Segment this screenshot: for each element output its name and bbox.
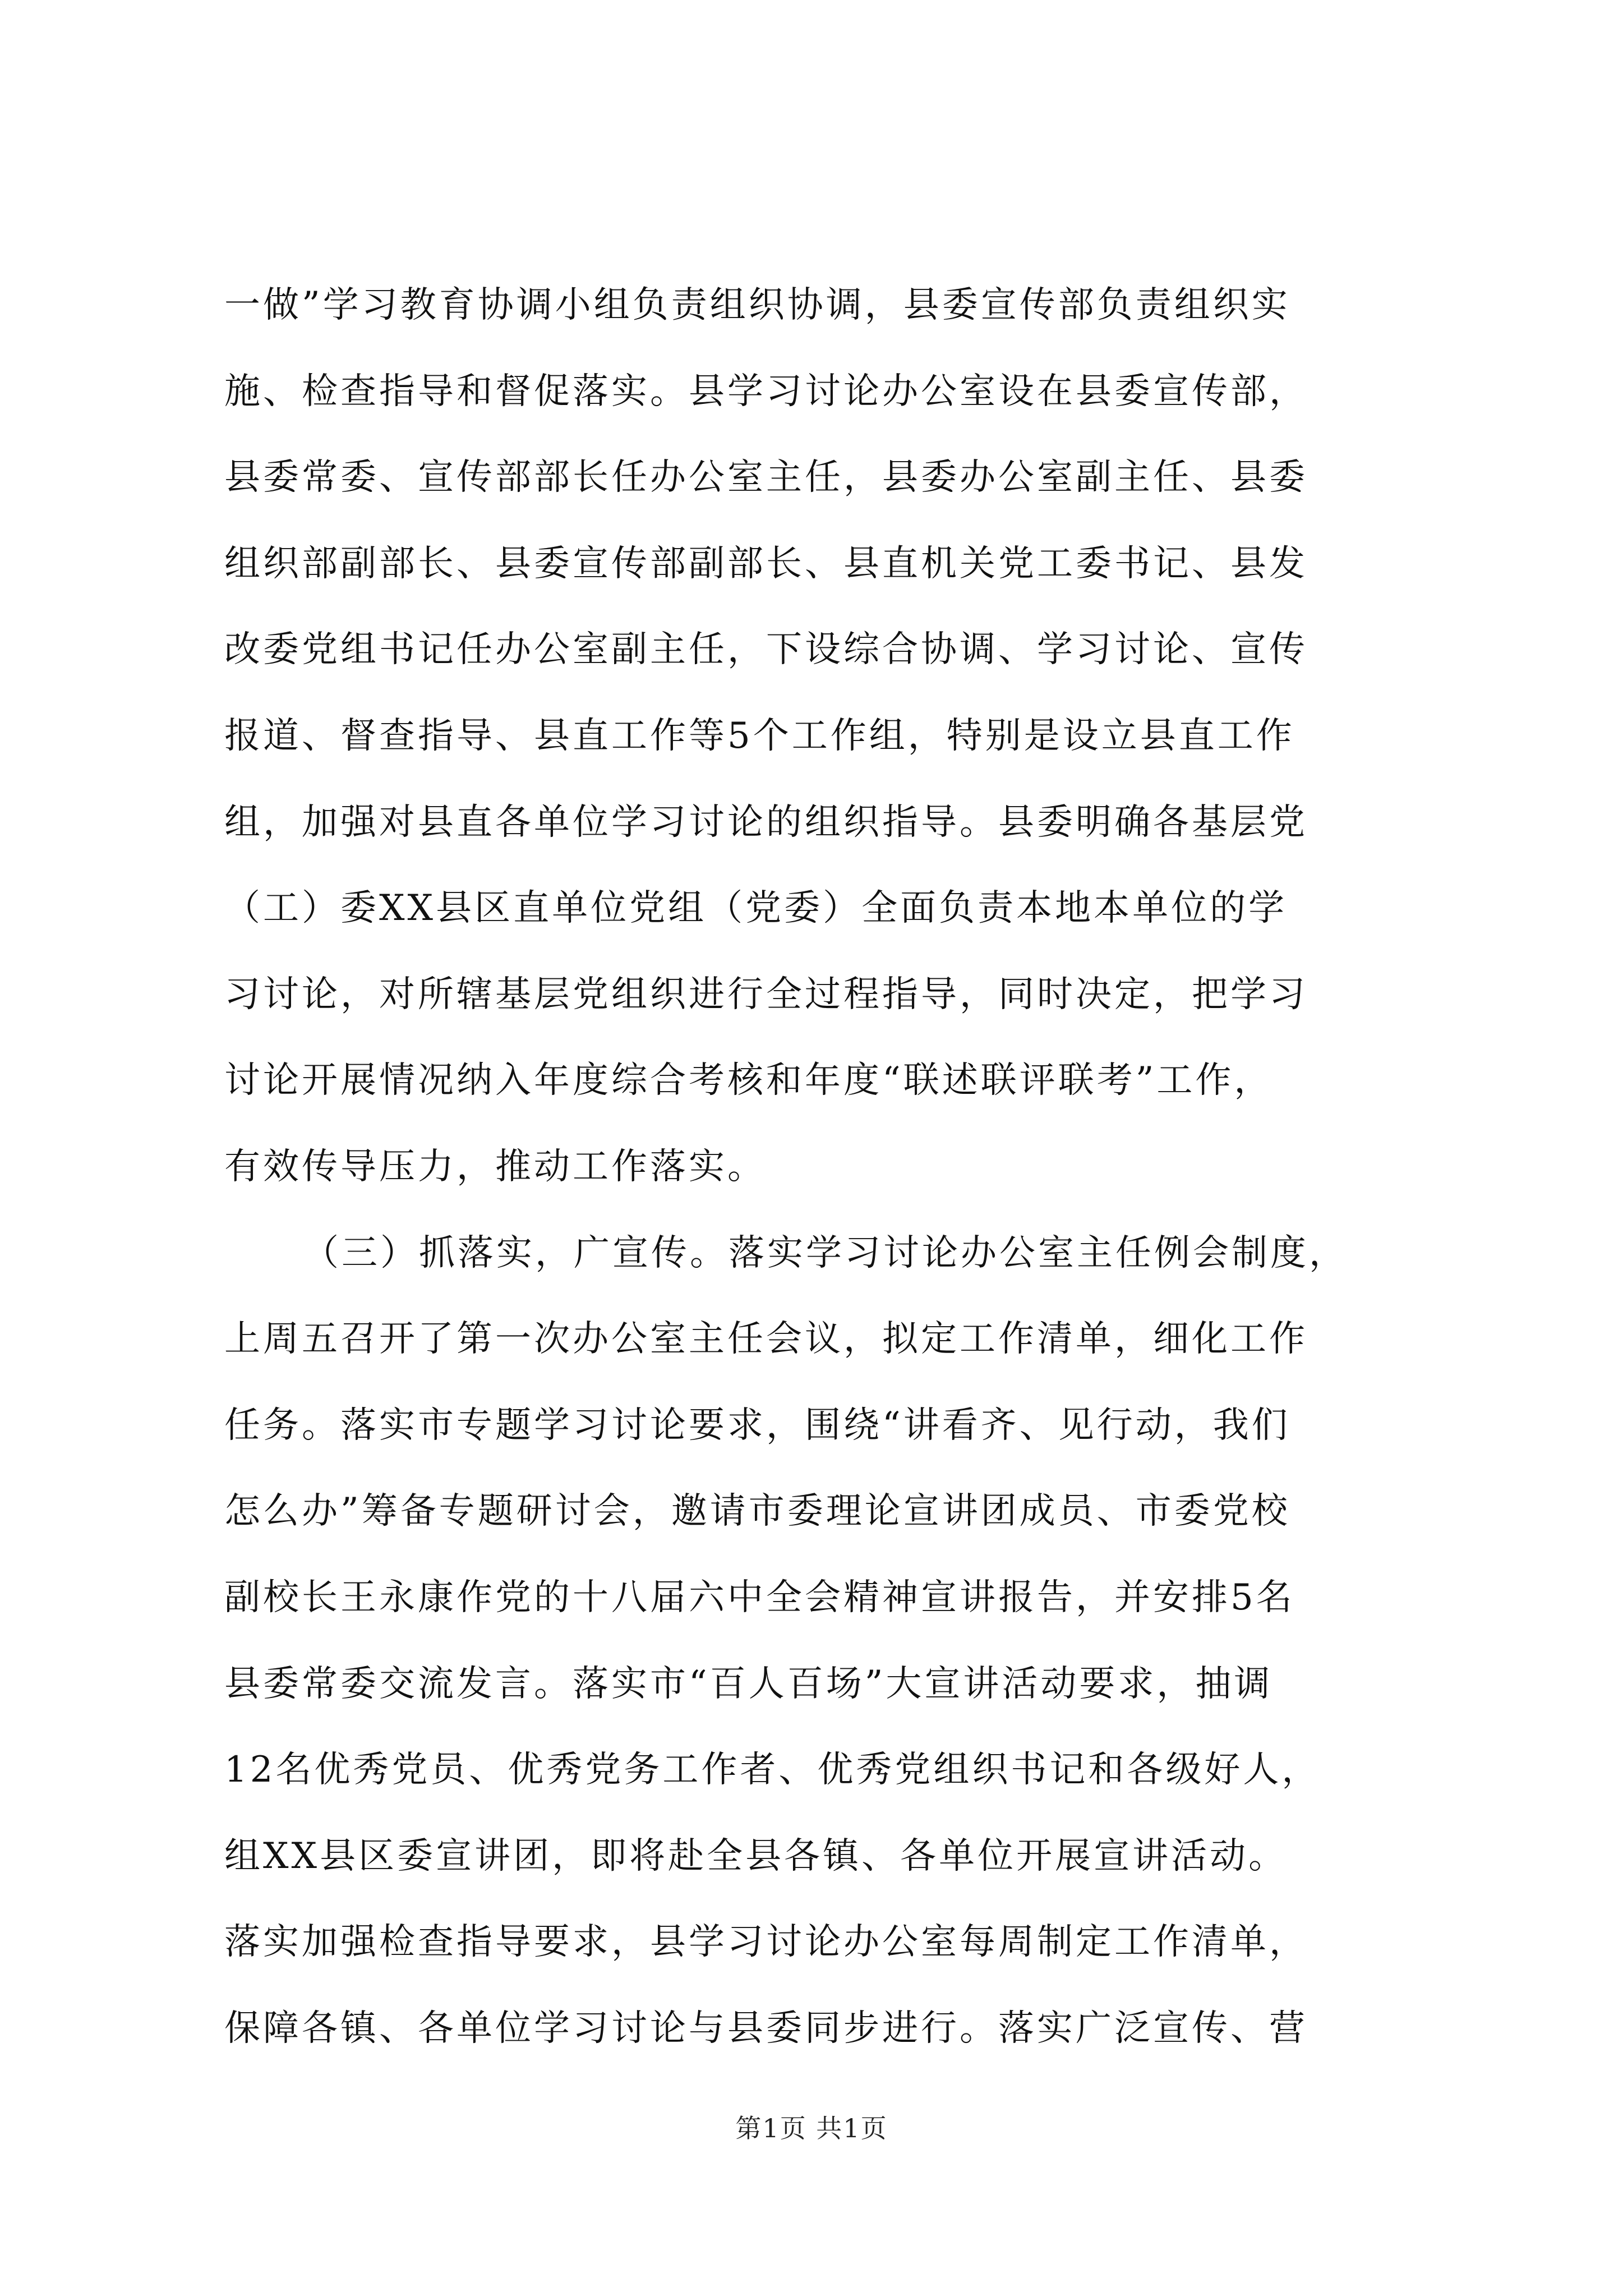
text-line-2: 施、检查指导和督促落实。县学习讨论办公室设在县委宣传部， bbox=[224, 370, 1308, 412]
text-line-9: 习讨论，对所辖基层党组织进行全过程指导，同时决定，把学习 bbox=[224, 973, 1308, 1015]
text-line-7: 组，加强对县直各单位学习讨论的组织指导。县委明确各基层党 bbox=[224, 801, 1308, 843]
section-heading-line: （三）抓落实，广宣传。落实学习讨论办公室主任例会制度， bbox=[303, 1232, 1348, 1274]
page-footer: 第1页 共1页 bbox=[735, 2113, 888, 2143]
text-line-10: 讨论开展情况纳入年度综合考核和年度“联述联评联考”工作， bbox=[224, 1060, 1273, 1102]
text-line-14: 任务。落实市专题学习讨论要求，围绕“讲看齐、见行动，我们 bbox=[224, 1404, 1290, 1446]
text-line-8: （工）委XX县区直单位党组（党委）全面负责本地本单位的学 bbox=[224, 887, 1288, 930]
text-line-11: 有效传导压力，推动工作落实。 bbox=[224, 1145, 766, 1188]
text-line-20: 落实加强检查指导要求，县学习讨论办公室每周制定工作清单， bbox=[224, 1921, 1308, 1963]
text-line-19: 组XX县区委宣讲团，即将赴全县各镇、各单位开展宣讲活动。 bbox=[224, 1835, 1288, 1877]
text-line-6: 报道、督查指导、县直工作等5个工作组，特别是设立县直工作 bbox=[224, 715, 1295, 757]
text-line-4: 组织部副部长、县委宣传部副部长、县直机关党工委书记、县发 bbox=[224, 542, 1308, 585]
text-line-13: 上周五召开了第一次办公室主任会议，拟定工作清单，细化工作 bbox=[224, 1318, 1308, 1360]
text-line-16: 副校长王永康作党的十八届六中全会精神宣讲报告，并安排5名 bbox=[224, 1576, 1295, 1618]
text-line-21: 保障各镇、各单位学习讨论与县委同步进行。落实广泛宣传、营 bbox=[224, 2007, 1308, 2049]
text-line-3: 县委常委、宣传部部长任办公室主任，县委办公室副主任、县委 bbox=[224, 457, 1308, 499]
text-line-18: 12名优秀党员、优秀党务工作者、优秀党组织书记和各级好人， bbox=[224, 1749, 1321, 1791]
text-line-1: 一做”学习教育协调小组负责组织协调，县委宣传部负责组织实 bbox=[224, 284, 1290, 326]
text-line-5: 改委党组书记任办公室副主任，下设综合协调、学习讨论、宣传 bbox=[224, 629, 1308, 671]
text-line-15: 怎么办”筹备专题研讨会，邀请市委理论宣讲团成员、市委党校 bbox=[224, 1490, 1290, 1533]
document-body bbox=[224, 263, 1430, 2072]
text-line-17: 县委常委交流发言。落实市“百人百场”大宣讲活动要求，抽调 bbox=[224, 1663, 1273, 1705]
